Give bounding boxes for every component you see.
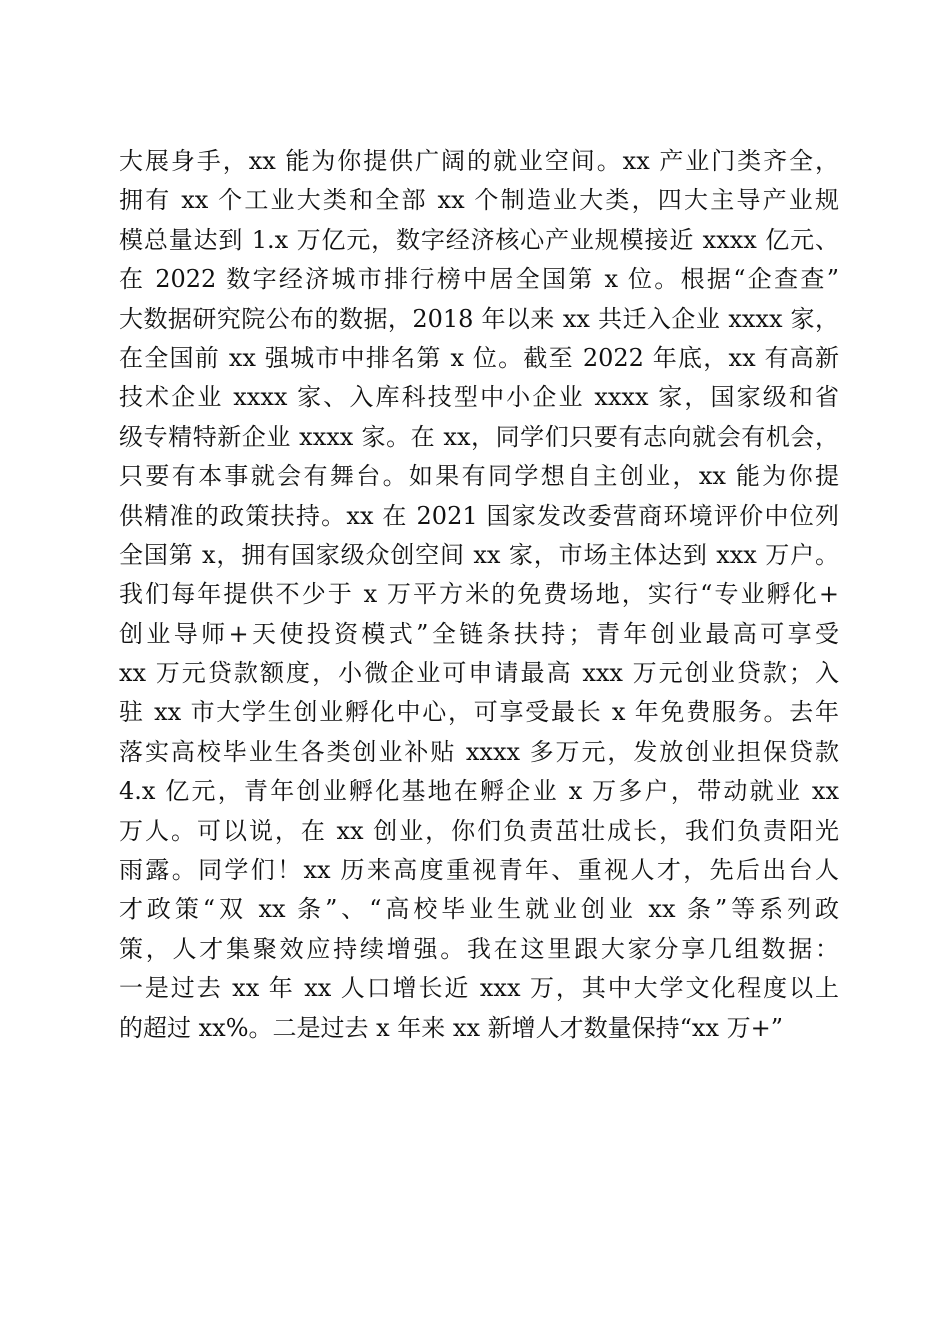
text-line: 在 2022 数字经济城市排行榜中居全国第 x 位。根据“企查查” [119, 265, 839, 294]
text-line: 落实高校毕业生各类创业补贴 xxxx 多万元，发放创业担保贷款 [119, 737, 839, 766]
text-line: xx 万元贷款额度，小微企业可申请最高 xxx 万元创业贷款；入 [119, 659, 839, 688]
text-line: 只要有本事就会有舞台。如果有同学想自主创业，xx 能为你提 [119, 462, 839, 491]
text-line: 模总量达到 1.x 万亿元，数字经济核心产业规模接近 xxxx 亿元、 [119, 225, 839, 254]
text-line: 创业导师+天使投资模式”全链条扶持；青年创业最高可享受 [119, 619, 839, 648]
text-line: 万人。可以说，在 xx 创业，你们负责茁壮成长，我们负责阳光 [119, 816, 839, 845]
text-line: 4.x 亿元，青年创业孵化基地在孵企业 x 万多户，带动就业 xx [119, 777, 839, 806]
text-line: 我们每年提供不少于 x 万平方米的免费场地，实行“专业孵化+ [119, 580, 839, 609]
text-line: 大展身手，xx 能为你提供广阔的就业空间。xx 产业门类齐全， [119, 147, 839, 175]
text-line: 全国第 x，拥有国家级众创空间 xx 家，市场主体达到 xxx 万户。 [119, 540, 839, 569]
text-line: 雨露。同学们！xx 历来高度重视青年、重视人才，先后出台人 [119, 856, 839, 885]
text-line: 级专精特新企业 xxxx 家。在 xx，同学们只要有志向就会有机会， [119, 422, 839, 451]
body-paragraph [119, 142, 839, 1048]
text-line: 的超过 xx%。二是过去 x 年来 xx 新增人才数量保持“xx 万+” [119, 1013, 783, 1042]
text-line: 驻 xx 市大学生创业孵化中心，可享受最长 x 年免费服务。去年 [119, 698, 839, 727]
text-line: 才政策“双 xx 条”、“高校毕业生就业创业 xx 条”等系列政 [119, 895, 839, 924]
text-line: 策，人才集聚效应持续增强。我在这里跟大家分享几组数据： [119, 934, 839, 963]
text-line: 大数据研究院公布的数据，2018 年以来 xx 共迁入企业 xxxx 家， [119, 304, 839, 333]
text-line: 技术企业 xxxx 家、入库科技型中小企业 xxxx 家，国家级和省 [119, 383, 839, 412]
text-line: 在全国前 xx 强城市中排名第 x 位。截至 2022 年底，xx 有高新 [119, 343, 839, 372]
text-line: 拥有 xx 个工业大类和全部 xx 个制造业大类，四大主导产业规 [119, 186, 839, 215]
text-line: 供精准的政策扶持。xx 在 2021 国家发改委营商环境评价中位列 [119, 501, 839, 530]
text-line: 一是过去 xx 年 xx 人口增长近 xxx 万，其中大学文化程度以上 [119, 974, 839, 1003]
